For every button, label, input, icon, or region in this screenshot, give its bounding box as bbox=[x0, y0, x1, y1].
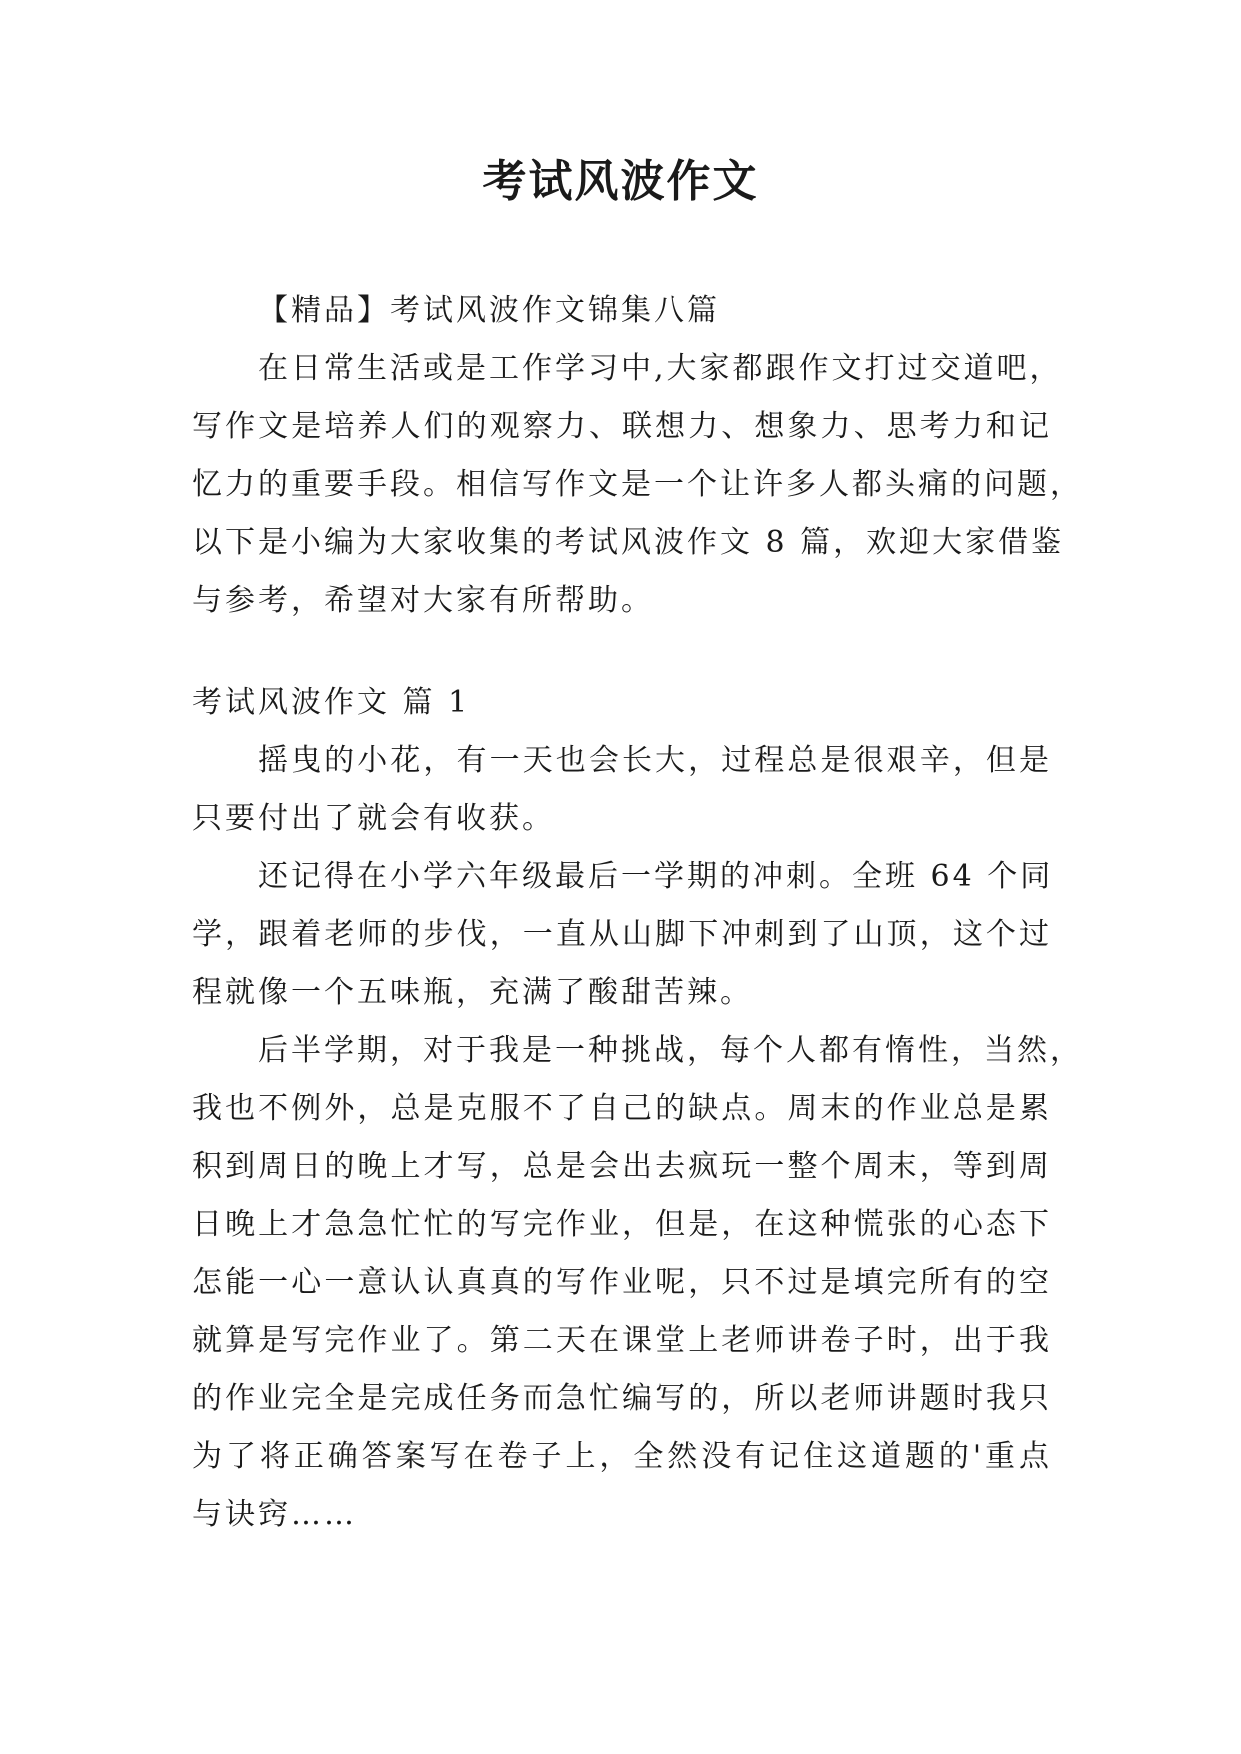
intro-line: 忆力的重要手段。相信写作文是一个让许多人都头痛的问题， bbox=[192, 467, 1083, 502]
paragraph-line: 就算是写完作业了。第二天在课堂上老师讲卷子时，出于我 bbox=[192, 1323, 1052, 1358]
paragraph-line: 后半学期，对于我是一种挑战，每个人都有惰性，当然， bbox=[258, 1033, 1083, 1068]
paragraph-line: 日晚上才急急忙忙的写完作业，但是，在这种慌张的心态下 bbox=[192, 1207, 1052, 1242]
paragraph-line: 只要付出了就会有收获。 bbox=[192, 801, 555, 836]
paragraph-line: 我也不例外，总是克服不了自己的缺点。周末的作业总是累 bbox=[192, 1091, 1052, 1126]
paragraph-line: 摇曳的小花，有一天也会长大，过程总是很艰辛，但是 bbox=[258, 743, 1052, 778]
intro-line: 写作文是培养人们的观察力、联想力、想象力、思考力和记 bbox=[192, 409, 1052, 444]
intro-line: 在日常生活或是工作学习中,大家都跟作文打过交道吧， bbox=[258, 351, 1063, 386]
paragraph-1 bbox=[192, 732, 1052, 848]
intro-line: 以下是小编为大家收集的考试风波作文 8 篇，欢迎大家借鉴 bbox=[192, 525, 1065, 560]
paragraph-line: 程就像一个五味瓶，充满了酸甜苦辣。 bbox=[192, 975, 753, 1010]
document-subtitle: 【精品】考试风波作文锦集八篇 bbox=[258, 293, 720, 328]
paragraph-line: 与诀窍…… bbox=[192, 1497, 357, 1532]
paragraph-line: 怎能一心一意认认真真的写作业呢，只不过是填完所有的空 bbox=[192, 1265, 1052, 1300]
paragraph-line: 的作业完全是完成任务而急忙编写的，所以老师讲题时我只 bbox=[192, 1381, 1052, 1416]
document-title: 考试风波作文 bbox=[482, 156, 759, 207]
paragraph-line: 为了将正确答案写在卷子上，全然没有记住这道题的'重点 bbox=[192, 1439, 1052, 1474]
document-body bbox=[192, 282, 1083, 1544]
intro-line: 与参考，希望对大家有所帮助。 bbox=[192, 583, 654, 618]
paragraph-3 bbox=[192, 1022, 1083, 1544]
paragraph-line: 积到周日的晚上才写，总是会出去疯玩一整个周末，等到周 bbox=[192, 1149, 1052, 1184]
section-heading: 考试风波作文 篇 1 bbox=[192, 685, 471, 720]
paragraph-line: 还记得在小学六年级最后一学期的冲刺。全班 64 个同 bbox=[258, 859, 1054, 894]
paragraph-2 bbox=[192, 848, 1052, 1022]
intro-paragraph bbox=[192, 340, 1083, 630]
paragraph-line: 学，跟着老师的步伐，一直从山脚下冲刺到了山顶，这个过 bbox=[192, 917, 1052, 952]
